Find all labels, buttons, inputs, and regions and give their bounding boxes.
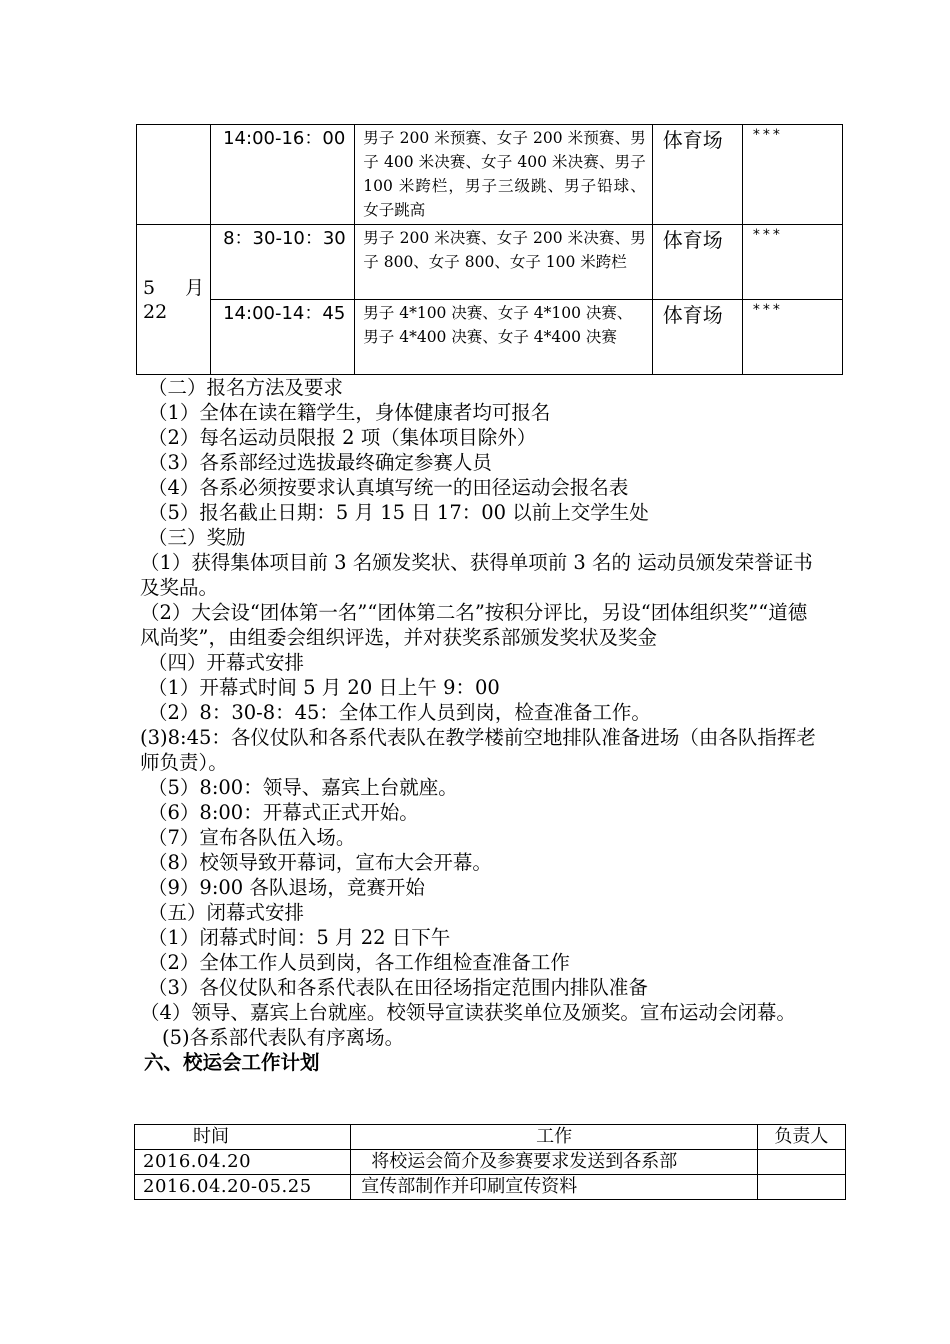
schedule-table [136,124,843,375]
date-cell [137,225,211,375]
header-work: 工作 [351,1125,758,1150]
list-item: （2）大会设“团体第一名”“团体第二名”按积分评比，另设“团体组织奖”“道德风尚奖”，由组委会组织评选，并对获奖系部颁发奖状及奖金 [140,601,808,649]
date-month-label: 月 [185,276,205,299]
time-cell [211,225,355,300]
venue-text: 体育场 [662,228,723,252]
time-cell [211,125,355,225]
time-text: 14:00-16：00 [223,128,346,149]
time-text: 14:00-14：45 [223,303,346,324]
section-heading-award: （三）奖励 [148,526,246,549]
plan-owner [757,1175,845,1200]
list-item: (3)8:45：各仪仗队和各系代表队在教学楼前空地排队准备进场（由各队指挥老师负责）。 [140,726,816,774]
plan-work: 宣传部制作并印刷宣传资料 [351,1175,758,1200]
date-cell [137,125,211,225]
date-day: 22 [143,300,168,323]
owner-text: *** [752,127,783,143]
list-item: （3）各系部经过选拔最终确定参赛人员 [148,451,492,474]
list-item: （1）全体在读在籍学生，身体健康者均可报名 [148,401,551,424]
events-text: 男子 200 米决赛、女子 200 米决赛、男子 800、女子 800、女子 100 米跨栏 [363,229,646,271]
header-owner: 负责人 [757,1125,845,1150]
plan-date: 2016.04.20-05.25 [135,1175,351,1200]
plan-date: 2016.04.20 [135,1150,351,1175]
work-plan-table [134,1124,846,1200]
list-item: （2）8：30-8：45：全体工作人员到岗，检查准备工作。 [148,701,651,724]
list-item: （4）各系必须按要求认真填写统一的田径运动会报名表 [148,476,629,499]
list-item: （6）8:00：开幕式正式开始。 [148,801,419,824]
table-header-row [135,1125,846,1150]
venue-text: 体育场 [662,303,723,327]
list-item: （4）领导、嘉宾上台就座。校领导宣读获奖单位及颁奖。宣布运动会闭幕。 [140,1001,796,1024]
plan-owner [757,1150,845,1175]
events-text: 男子 200 米预赛、女子 200 米预赛、男子 400 米决赛、女子 400 米决赛、男子 100 米跨栏，男子三级跳、男子铅球、女子跳高 [363,129,646,219]
list-item: (5)各系部代表队有序离场。 [162,1026,405,1049]
events-line: 男子 4*400 决赛、女子 4*400 决赛 [363,328,617,346]
owner-text: *** [752,302,783,318]
list-item: （1）闭幕式时间：5 月 22 日下午 [148,926,451,949]
venue-text: 体育场 [662,128,723,152]
events-cell [355,300,652,375]
section-heading-closing: （五）闭幕式安排 [148,901,305,924]
time-text: 8：30-10：30 [223,228,346,249]
list-item: （5）报名截止日期：5 月 15 日 17：00 以前上交学生处 [148,501,649,524]
list-item: （8）校领导致开幕词，宣布大会开幕。 [148,851,492,874]
venue-cell [652,225,742,300]
header-time: 时间 [135,1125,351,1150]
list-item: （2）每名运动员限报 2 项（集体项目除外） [148,426,537,449]
table-row [135,1175,846,1200]
venue-cell [652,300,742,375]
section-heading-plan: 六、校运会工作计划 [144,1051,320,1074]
owner-cell [742,225,842,300]
document-body [140,375,818,1075]
list-item: （1）获得集体项目前 3 名颁发奖状、获得单项前 3 名的 运动员颁发荣誉证书及奖品。 [140,551,813,599]
section-heading-opening: （四）开幕式安排 [148,651,305,674]
list-item: （1）开幕式时间 5 月 20 日上午 9：00 [148,676,500,699]
list-item: （7）宣布各队伍入场。 [148,826,356,849]
events-text [355,300,651,349]
section-heading-signup: （二）报名方法及要求 [148,376,344,399]
list-item: （2）全体工作人员到岗，各工作组检查准备工作 [148,951,570,974]
owner-cell [742,125,842,225]
venue-cell [652,125,742,225]
list-item: （9）9:00 各队退场，竞赛开始 [148,876,425,899]
table-row [137,225,843,300]
owner-text: *** [752,227,783,243]
events-cell [355,225,652,300]
owner-cell [742,300,842,375]
list-item: （5）8:00：领导、嘉宾上台就座。 [148,776,458,799]
list-item: （3）各仪仗队和各系代表队在田径场指定范围内排队准备 [148,976,648,999]
table-row [137,125,843,225]
table-row [135,1150,846,1175]
time-cell [211,300,355,375]
events-line: 男子 4*100 决赛、女子 4*100 决赛、 [363,304,633,322]
table-row [137,300,843,375]
date-day-prefix: 5 [143,276,156,299]
plan-work: 将校运会简介及参赛要求发送到各系部 [351,1150,758,1175]
date-text [137,276,210,324]
events-cell [355,125,652,225]
